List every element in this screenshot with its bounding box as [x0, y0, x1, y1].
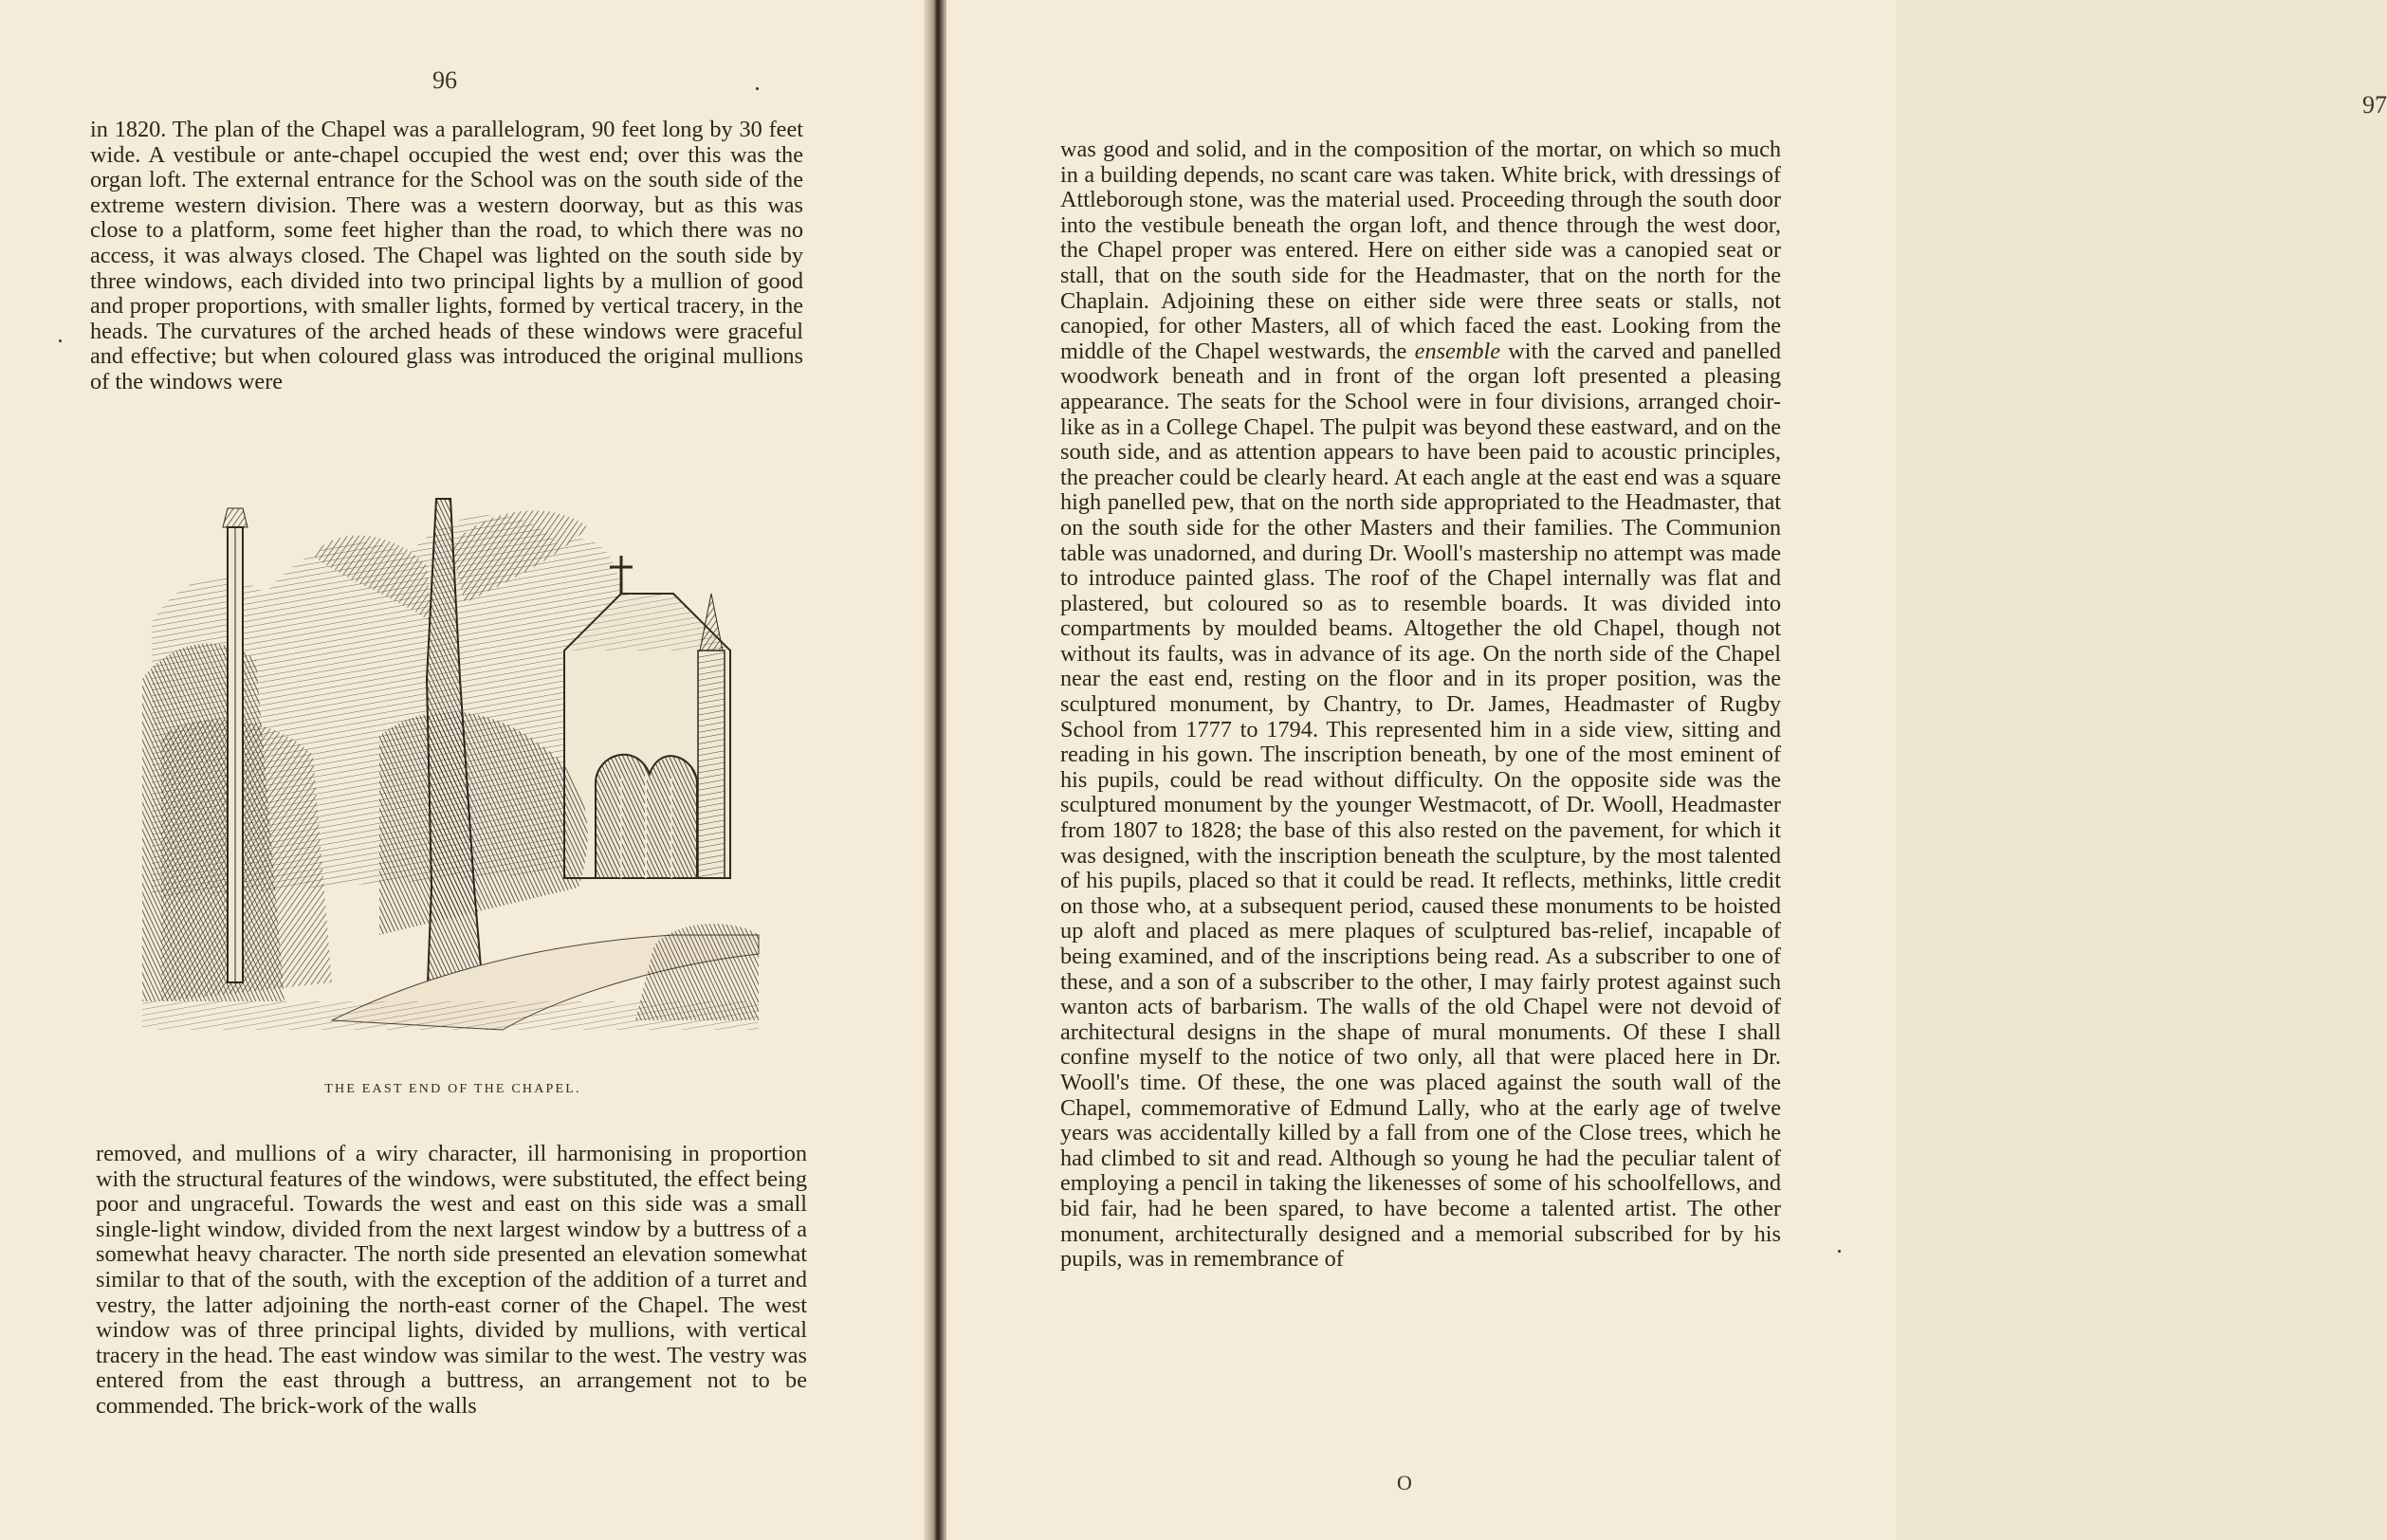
text-run: was good and solid, and in the composition of the mortar, on which so much in a building depends, no scant care was taken. White brick, with dressings of Attleborough stone, was the material used. Proceeding through the south door into the vestibule beneath the organ loft, and thence through the west door, the Chapel proper was entered. Here on either side was a canopied seat or stall, that on the south side for the Headmaster, that on the north for the Chaplain. Adjoining these on either side were three seats or stalls, not canopied, for other Masters, all of which faced the east. Looking from the middle of the Chapel westwards, the	[1060, 137, 1781, 364]
right-page-number: 97	[2362, 91, 2387, 119]
figure-caption: THE EAST END OF THE CHAPEL.	[324, 1082, 581, 1096]
left-page-number: 96	[432, 66, 457, 94]
paragraph: in 1820. The plan of the Chapel was a parallelogram, 90 feet long by 30 feet wide. A vestibule or ante-chapel occupied the west end; over this was the organ loft. The external entrance for the School was on the south side of the extreme western division. There was a western doorway, but as this was close to a platform, some feet higher than the road, to which there was no access, it was always closed. The Chapel was lighted on the south side by three windows, each divided into two principal lights by a mullion of good and proper proportions, with smaller lights, formed by vertical tracery, in the heads. The curvatures of the arched heads of these windows were graceful and effective; but when coloured glass was introduced the original mullions of the windows were	[90, 117, 803, 394]
left-page-text-top	[90, 118, 803, 395]
right-page-text	[1060, 138, 1781, 1273]
chapel-engraving-illustration	[142, 489, 759, 1030]
italic-word: ensemble	[1414, 338, 1501, 364]
paragraph	[1060, 138, 1781, 1273]
paper-speck	[1838, 1250, 1841, 1253]
left-page-text-bottom	[96, 1142, 807, 1420]
left-page	[0, 0, 931, 1540]
signature-mark: O	[1397, 1471, 1412, 1494]
paper-speck	[756, 87, 759, 90]
paper-speck	[59, 339, 62, 342]
paragraph: removed, and mullions of a wiry character, ill harmonising in proportion with the structural features of the windows, were substituted, the effect being poor and ungraceful. Towards the west and east on this side was a small single-light window, divided from the next largest window by a buttress of a somewhat heavy character. The north side presented an elevation somewhat similar to that of the south, with the exception of the addition of a turret and vestry, the latter adjoining the north-east corner of the Chapel. The west window was of three principal lights, divided by mullions, with vertical tracery in the head. The east window was similar to the west. The vestry was entered from the east through a buttress, an arrangement not to be commended. The brick-work of the walls	[96, 1141, 807, 1419]
text-run: with the carved and panelled woodwork beneath and in front of the organ loft presented a pleasing appearance. The seats for the School were in four divisions, arranged choir-like as in a College Chapel. The pulpit was beyond these eastward, and on the south side, and as attention appears to have been paid to acoustic principles, the preacher could be clearly heard. At each angle at the east end was a square high panelled pew, that on the north side appropriated to the Headmaster, that on the south side for the other Masters and their families. The Communion table was unadorned, and during Dr. Wooll's mastership no attempt was made to introduce painted glass. The roof of the Chapel internally was flat and plastered, but coloured so as to resemble boards. It was divided into compartments by moulded beams. Altogether the old Chapel, though not without its faults, was in advance of its age. On the north side of the Chapel near the east end, resting on the floor and in its proper position, was the sculptured monument, by Chantry, to Dr. James, Headmaster of Rugby School from 1777 to 1794. This represented him in a side view, sitting and reading in his gown. The inscription beneath, by one of the most eminent of his pupils, could be read without difficulty. On the opposite side was the sculptured monument by the younger Westmacott, of Dr. Wooll, Headmaster from 1807 to 1828; the base of this also rested on the pavement, for which it was designed, with the inscription beneath the sculpture, by the most talented of his pupils, placed so that it could be read. It reflects, methinks, little credit on those who, at a subsequent period, caused these monuments to be hoisted up aloft and placed as mere plaques of sculptured bas-relief, incapable of being examined, and of the inscriptions being read. As a subscriber to one of these, and a son of a subscriber to the other, I may fairly protest against such wanton acts of barbarism. The walls of the old Chapel were not devoid of architectural designs in the shape of mural monuments. Of these I shall confine myself to the notice of two only, all that were placed here in Dr. Wooll's time. Of these, the one was placed against the south wall of the Chapel, commemorative of Edmund Lally, who at the early age of twelve years was accidentally killed by a fall from one of the Close trees, which he had climbed to sit and read. Although so young he had the peculiar talent of employing a pencil in taking the likenesses of some of his schoolfellows, and bid fair, had he been spared, to have become a talented artist. The other monument, architecturally designed and a memorial subscribed for by his pupils, was in remembrance of	[1060, 338, 1782, 1273]
